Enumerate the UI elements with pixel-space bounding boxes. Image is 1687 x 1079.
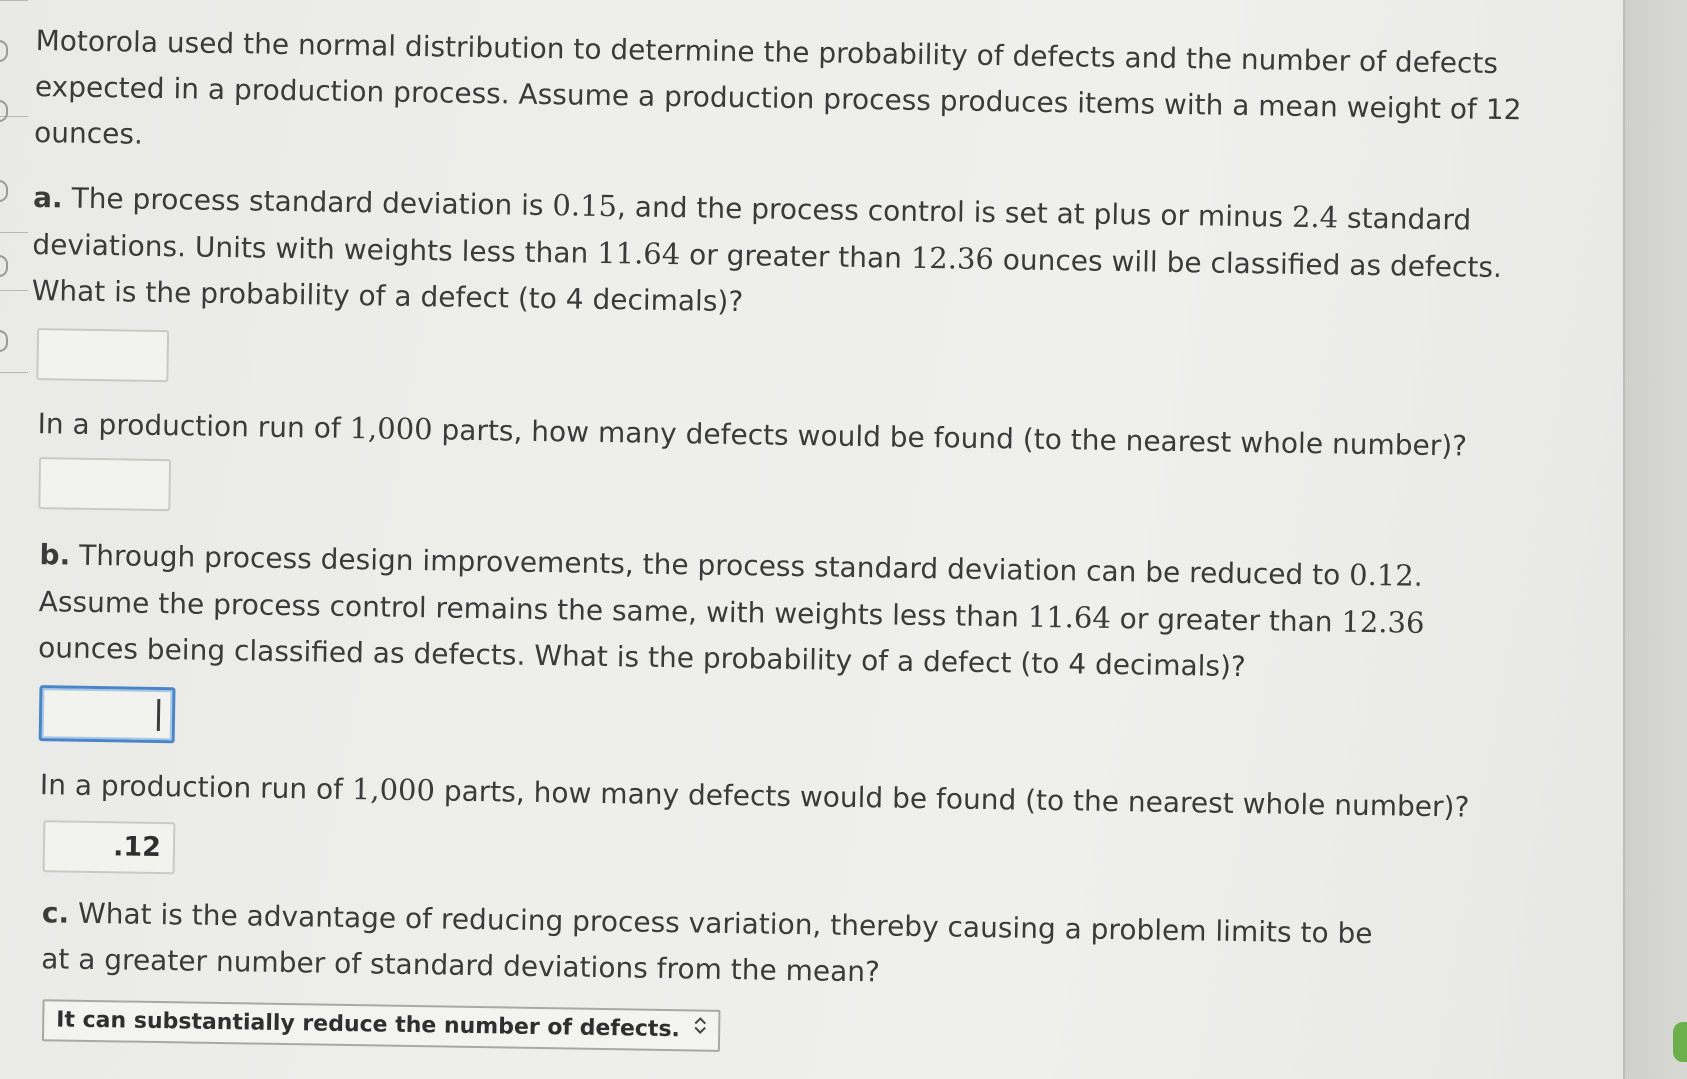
- part-b-run-n: 1,000: [351, 772, 436, 808]
- side-tab: [0, 330, 8, 352]
- part-a-text: The process standard deviation is: [71, 181, 553, 223]
- right-edge-panel: [1623, 0, 1687, 1079]
- divider: [0, 372, 28, 373]
- part-c-answer-dropdown[interactable]: [42, 999, 720, 1052]
- part-a-defects-input[interactable]: [38, 457, 171, 511]
- part-a-question: [31, 174, 1573, 338]
- part-a-upper: 12.36: [910, 240, 995, 277]
- divider: [0, 290, 28, 291]
- part-a-text: , and the process control is set at plus or minus: [616, 190, 1293, 234]
- part-b-text: Through process design improvements, the process standard deviation can be reduced to: [78, 538, 1350, 592]
- part-b-label: b.: [39, 538, 71, 572]
- part-b-run-text: parts, how many defects would be found (to the nearest whole number)?: [434, 774, 1470, 824]
- divider: [0, 232, 28, 233]
- part-c-select-wrapper: [42, 994, 1561, 1065]
- question-content: [20, 18, 1576, 1065]
- part-b-upper: 12.36: [1341, 604, 1425, 640]
- part-b-defects-input[interactable]: .12: [43, 820, 176, 874]
- part-a-sd: 0.15: [552, 188, 618, 224]
- part-c-selected-option: It can substantially reduce the number of defects.: [56, 1007, 681, 1043]
- updown-chevron-icon: [692, 1007, 709, 1053]
- part-b-text: or greater than: [1110, 601, 1342, 639]
- side-tab: [0, 40, 8, 62]
- part-c-question: [41, 890, 1392, 1003]
- part-b-text: . Assume the process control remains the same, with weights less than: [38, 559, 1423, 634]
- part-b-question: [38, 531, 1450, 693]
- part-c-text: What is the advantage of reducing process variation, thereby causing a problem limits to be at a greater number of standard deviations from the mean?: [40, 896, 1373, 989]
- part-b-run-text: In a production run of: [39, 768, 353, 807]
- problem-intro: Motorola used the normal distribution to determine the probability of defects and the number of defects expected in a production process. Assume a production process produces items with a mean weight of 12 ounces.: [33, 23, 1522, 151]
- part-c-label: c.: [41, 896, 70, 930]
- part-a-text: or greater than: [679, 238, 912, 275]
- part-a-text: ounces will be classified as defects. What is the probability of a defect (to 4 decimals)?: [31, 243, 1503, 319]
- side-tab: [0, 255, 8, 277]
- side-tab: [0, 100, 8, 122]
- part-a-run-text: parts, how many defects would be found (to the nearest whole number)?: [432, 413, 1468, 463]
- part-a-run-question: [37, 400, 1570, 471]
- part-a-run-n: 1,000: [349, 410, 433, 447]
- part-b-text: ounces being classified as defects. What is the probability of a defect (to 4 decimals)?: [37, 631, 1247, 684]
- part-b-sd: 0.12: [1348, 557, 1414, 593]
- part-a-text: standard deviations. Units with weights less than: [32, 201, 1472, 270]
- left-edge-panel: [0, 0, 28, 380]
- scroll-handle[interactable]: [1673, 1022, 1687, 1062]
- text-cursor: [157, 699, 161, 731]
- part-b-lower: 11.64: [1027, 599, 1112, 635]
- part-b-run-question: [40, 761, 1565, 832]
- part-a-label: a.: [32, 180, 63, 215]
- part-a-k: 2.4: [1291, 199, 1339, 235]
- part-b-probability-input[interactable]: [39, 685, 176, 743]
- part-a-probability-input[interactable]: [36, 328, 169, 382]
- divider: [0, 0, 28, 1]
- part-a-run-text: In a production run of: [37, 407, 350, 445]
- part-a-lower: 11.64: [596, 235, 681, 272]
- side-tab: [0, 180, 8, 202]
